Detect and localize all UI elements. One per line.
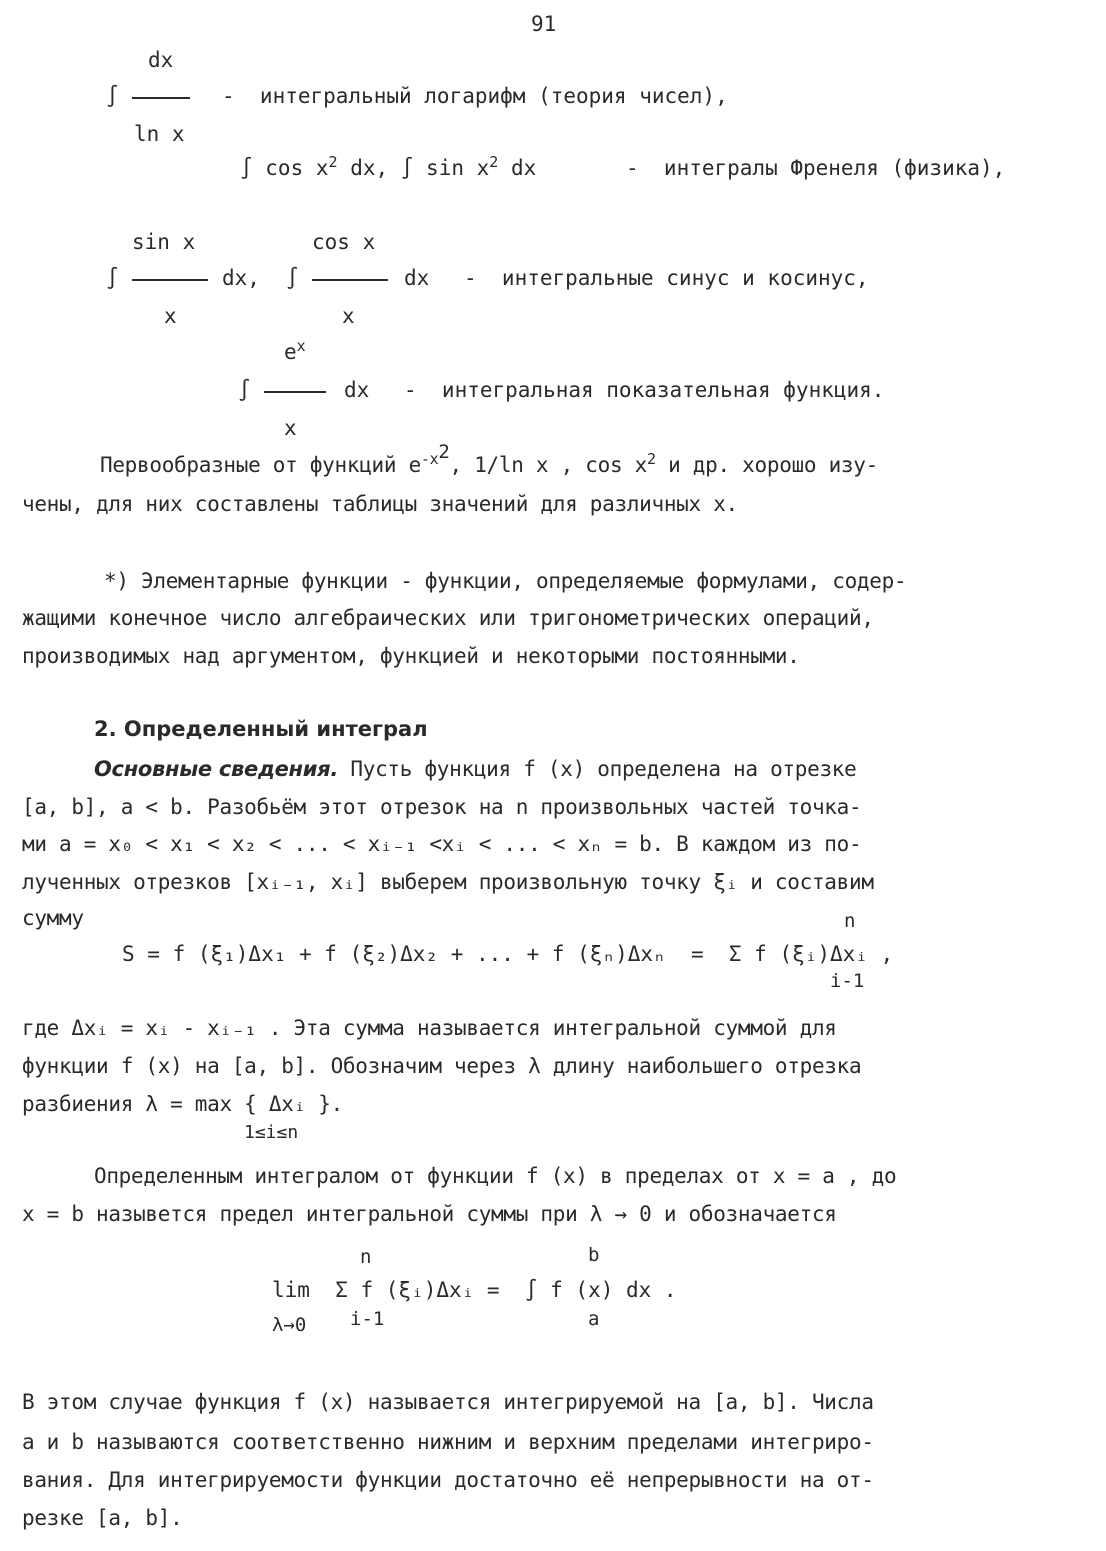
para1-text-c: и др. хорошо изу- [655,453,878,477]
ci-integral-sign: ∫ [286,266,299,290]
ei-exponent: x [296,337,306,355]
para1-text-b: , 1/ln x , cos x [449,453,648,477]
para1-exp [420,441,450,468]
sici-description: - интегральные синус и косинус, [464,266,869,290]
section-p2-line3: разбиения λ = max { Δxᵢ }. [22,1092,343,1116]
lim-sum-lower: i-1 [350,1308,385,1330]
fresnel-sin-exp: 2 [489,153,499,171]
li-denominator: ln x [134,122,185,146]
section-p4-line1: В этом случае функция f (x) называется интегрируемой на [a, b]. Числа [22,1390,874,1414]
si-dx: dx, [222,266,260,290]
para1-line1 [100,441,1090,477]
section-lead: Основные сведения. [94,757,339,781]
ci-numerator: cos x [312,230,376,254]
sum-lower-limit: i-1 [830,970,865,992]
ei-description: - интегральная показательная функция. [404,378,885,402]
section-p1-line1-text: Пусть функция f (x) определена на отрезке [338,757,857,781]
section-p3-line1: Определенным интегралом от функции f (x) в пределах от x = a , до [94,1164,897,1188]
section-p2-line2: функции f (x) на [a, b]. Обозначим через λ длину наибольшего отрезка [22,1054,862,1078]
ei-integral-sign: ∫ [238,378,251,402]
section-p3-line2: x = b назывется предел интегральной суммы при λ → 0 и обозначается [22,1202,837,1226]
section-p4-line4: резке [a, b]. [22,1506,183,1530]
li-integral-sign: ∫ [106,84,119,108]
footnote-line3: производимых над аргументом, функцией и некоторыми постоянными. [22,644,800,668]
ci-dx: dx [404,266,430,290]
fresnel-description: - интегралы Френеля (физика), [626,156,1006,180]
section-p4-line3: вания. Для интегрируемости функции достаточно её непрерывности на от- [22,1468,874,1492]
section-p4-line2: a и b называются соответственно нижним и верхним пределами интегриро- [22,1430,874,1454]
ei-dx: dx [344,378,370,402]
li-numerator: dx [148,48,174,72]
li-fraction-bar [132,97,190,99]
fresnel-cos-dx: dx, [337,156,401,180]
li-description: - интегральный логарифм (теория чисел), [222,84,728,108]
fresnel-sin: ∫ sin x [400,156,490,180]
si-integral-sign: ∫ [106,266,119,290]
para1-line2: чены, для них составлены таблицы значений для различных x. [22,492,738,516]
si-fraction-bar [132,279,208,281]
section-p1-line3: ми a = x₀ < x₁ < x₂ < ... < xᵢ₋₁ <xᵢ < ... < xₙ = b. В каждом из по- [22,832,862,856]
fresnel-cos-exp: 2 [328,153,338,171]
ci-fraction-bar [312,279,388,281]
section-p1-line1 [94,759,1084,780]
sum-upper-limit: n [844,910,856,932]
ci-denominator: x [342,304,355,328]
integral-sum-formula: S = f (ξ₁)Δx₁ + f (ξ₂)Δx₂ + ... + f (ξₙ)Δxₙ = Σ f (ξᵢ)Δxᵢ , [122,942,894,966]
section-p1-line4: лученных отрезков [xᵢ₋₁, xᵢ] выберем произвольную точку ξᵢ и составим [22,870,874,894]
lim-sum-upper: n [360,1246,372,1268]
fresnel-cos: ∫ cos x [240,156,329,180]
ei-denominator: x [284,416,297,440]
fresnel-formula [240,153,537,180]
fresnel-sin-dx: dx [498,156,537,180]
section-p1-line5: сумму [22,906,84,930]
para1-exp-square: 2 [438,441,450,463]
ei-fraction-bar [264,391,326,393]
section-p2-line1: где Δxᵢ = xᵢ - xᵢ₋₁ . Эта сумма называется интегральной суммой для [22,1016,837,1040]
si-numerator: sin x [132,230,196,254]
footnote-line2: жащими конечное число алгебраических или тригонометрических операций, [22,606,874,630]
max-subscript: 1≤i≤n [244,1122,299,1143]
para1-exp-base: -x [420,450,439,468]
si-denominator: x [164,304,177,328]
lim-int-upper: b [588,1244,600,1266]
para1-text-a: Первообразные от функций e [100,453,421,477]
ei-base: e [284,340,297,364]
para1-cos-exp: 2 [647,450,656,468]
lim-subscript: λ→0 [272,1314,307,1336]
page-number: 91 [531,12,557,36]
footnote-line1: *) Элементарные функции - функции, определяемые формулами, содер- [104,569,907,593]
section-heading: 2. Определенный интеграл [94,717,428,741]
section-p1-line2: [a, b], a < b. Разобьём этот отрезок на n произвольных частей точка- [22,795,862,819]
ei-numerator [284,337,306,364]
limit-formula: lim Σ f (ξᵢ)Δxᵢ = ∫ f (x) dx . [272,1278,677,1302]
lim-int-lower: a [588,1308,600,1330]
